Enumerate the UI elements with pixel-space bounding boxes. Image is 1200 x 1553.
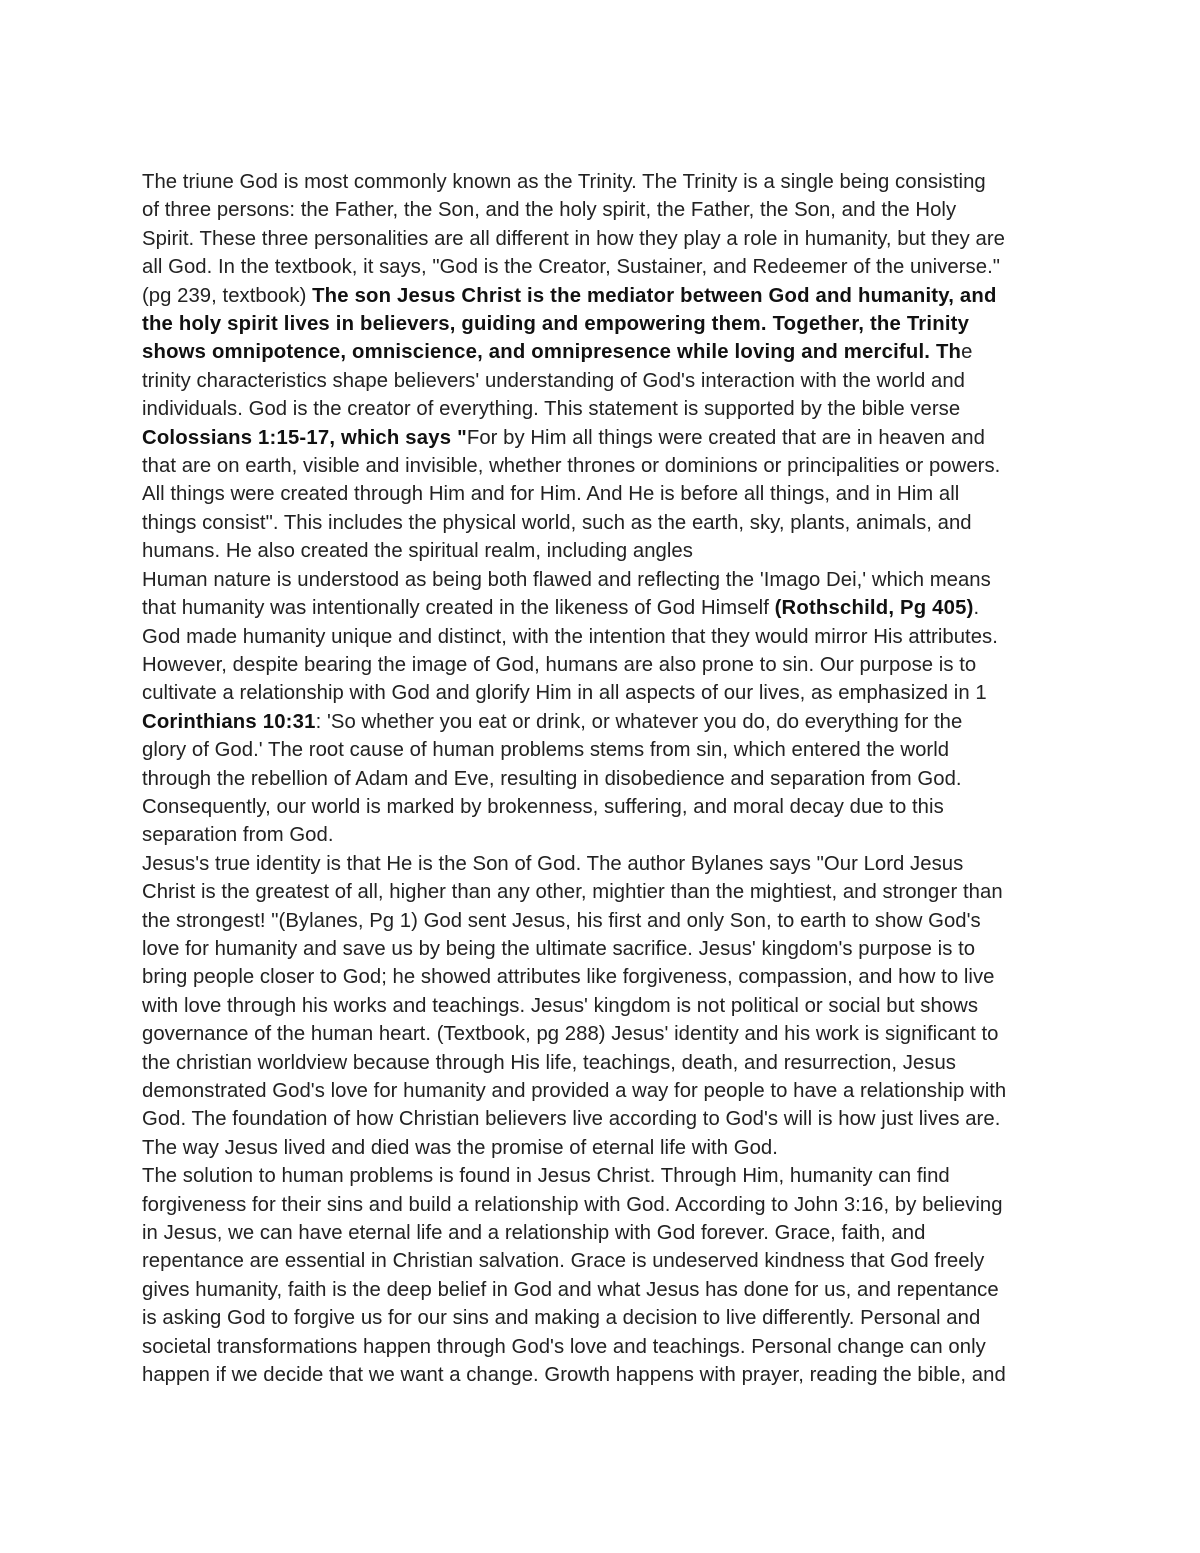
text-line xyxy=(142,310,1060,338)
bold-text-run: Colossians 1:15-17, which says " xyxy=(142,426,467,449)
bold-text-run: (Rothschild, Pg 405) xyxy=(774,597,974,620)
bold-text-run: the holy spirit lives in believers, guiding and empowering them. Together, the Trinity xyxy=(142,313,970,336)
text-run: through the rebellion of Adam and Eve, resulting in disobedience and separation from God. xyxy=(142,767,962,790)
text-run: All things were created through Him and for Him. And He is before all things, and in Him all xyxy=(142,483,960,506)
text-run: trinity characteristics shape believers' understanding of God's interaction with the world and xyxy=(142,369,965,392)
text-line xyxy=(142,992,1060,1020)
text-line xyxy=(142,907,1060,935)
text-line xyxy=(142,1020,1060,1048)
text-line xyxy=(142,963,1060,991)
text-line xyxy=(142,821,1060,849)
text-run: The triune God is most commonly known as the Trinity. The Trinity is a single being consisting xyxy=(142,171,986,193)
text-line xyxy=(142,566,1060,594)
text-line xyxy=(142,367,1060,395)
text-run: is asking God to forgive us for our sins and making a decision to live differently. Personal and xyxy=(142,1307,981,1330)
text-line xyxy=(142,793,1060,821)
text-line xyxy=(142,509,1060,537)
bold-text-run: shows omnipotence, omniscience, and omnipresence while loving and merciful. Th xyxy=(142,341,962,364)
text-line xyxy=(142,282,1060,310)
text-line xyxy=(142,679,1060,707)
text-run: separation from God. xyxy=(142,824,334,847)
text-run: all God. In the textbook, it says, "God is the Creator, Sustainer, and Redeemer of the universe." xyxy=(142,256,1000,279)
text-line xyxy=(142,196,1060,224)
text-line xyxy=(142,452,1060,480)
paragraph xyxy=(142,1162,1060,1389)
text-run: humans. He also created the spiritual realm, including angles xyxy=(142,540,693,563)
text-run: Human nature is understood as being both flawed and reflecting the 'Imago Dei,' which means xyxy=(142,568,991,591)
text-line xyxy=(142,1077,1060,1105)
bold-text-run: The son Jesus Christ is the mediator between God and humanity, and xyxy=(312,284,997,307)
text-line xyxy=(142,1219,1060,1247)
text-run: with love through his works and teachings. Jesus' kingdom is not political or social but shows xyxy=(142,994,979,1017)
text-line xyxy=(142,253,1060,281)
text-line xyxy=(142,765,1060,793)
text-run: repentance are essential in Christian salvation. Grace is undeserved kindness that God freely xyxy=(142,1250,985,1273)
text-run: (pg 239, textbook) xyxy=(142,284,313,307)
text-run: God. The foundation of how Christian believers live according to God's will is how just lives are. xyxy=(142,1108,1001,1131)
text-run: God made humanity unique and distinct, with the intention that they would mirror His attributes. xyxy=(142,625,998,648)
text-run: e xyxy=(961,341,973,364)
paragraph xyxy=(142,566,1060,850)
bold-text-run: Corinthians 10:31 xyxy=(142,710,316,733)
text-run: . xyxy=(973,597,980,620)
text-line xyxy=(142,537,1060,565)
text-line xyxy=(142,623,1060,651)
text-line xyxy=(142,1333,1060,1361)
text-line xyxy=(142,1191,1060,1219)
text-run: individuals. God is the creator of everything. This statement is supported by the bible verse xyxy=(142,398,961,421)
text-run: the christian worldview because through His life, teachings, death, and resurrection, Jesus xyxy=(142,1051,956,1074)
text-run: For by Him all things were created that are in heaven and xyxy=(466,426,985,449)
text-run: gives humanity, faith is the deep belief in God and what Jesus has done for us, and repentance xyxy=(142,1278,999,1301)
text-line xyxy=(142,424,1060,452)
text-run: in Jesus, we can have eternal life and a relationship with God forever. Grace, faith, and xyxy=(142,1222,926,1245)
text-run: societal transformations happen through God's love and teachings. Personal change can only xyxy=(142,1335,986,1358)
text-line xyxy=(142,651,1060,679)
text-run: However, despite bearing the image of God, humans are also prone to sin. Our purpose is to xyxy=(142,653,977,676)
text-line xyxy=(142,1162,1060,1190)
text-run: forgiveness for their sins and build a relationship with God. According to John 3:16, by believing xyxy=(142,1193,1003,1216)
text-run: bring people closer to God; he showed attributes like forgiveness, compassion, and how to live xyxy=(142,966,995,989)
text-line xyxy=(142,1247,1060,1275)
text-line xyxy=(142,736,1060,764)
text-run: Jesus's true identity is that He is the Son of God. The author Bylanes says "Our Lord Jesus xyxy=(142,852,964,875)
paragraph xyxy=(142,850,1060,1162)
text-run: things consist". This includes the physical world, such as the earth, sky, plants, animals, and xyxy=(142,511,972,534)
text-run: glory of God.' The root cause of human problems stems from sin, which entered the world xyxy=(142,739,950,762)
text-run: Spirit. These three personalities are all different in how they play a role in humanity, but they are xyxy=(142,227,1005,250)
text-run: The solution to human problems is found in Jesus Christ. Through Him, humanity can find xyxy=(142,1165,950,1188)
text-run: Christ is the greatest of all, higher than any other, mightier than the mightiest, and stronger than xyxy=(142,881,1003,904)
text-run: The way Jesus lived and died was the promise of eternal life with God. xyxy=(142,1136,778,1159)
text-line xyxy=(142,1134,1060,1162)
text-run: Consequently, our world is marked by brokenness, suffering, and moral decay due to this xyxy=(142,795,944,818)
text-run: governance of the human heart. (Textbook, pg 288) Jesus' identity and his work is significant to xyxy=(142,1023,999,1046)
paragraph xyxy=(142,168,1060,566)
text-line xyxy=(142,480,1060,508)
text-run: that are on earth, visible and invisible, whether thrones or dominions or principalities or powers. xyxy=(142,455,1001,478)
text-line xyxy=(142,708,1060,736)
text-run: that humanity was intentionally created in the likeness of God Himself xyxy=(142,597,775,620)
text-line xyxy=(142,395,1060,423)
text-run: : 'So whether you eat or drink, or whatever you do, do everything for the xyxy=(315,710,963,733)
document-body xyxy=(142,168,1060,1389)
text-line xyxy=(142,1105,1060,1133)
text-line xyxy=(142,878,1060,906)
text-line xyxy=(142,168,1060,196)
text-run: love for humanity and save us by being the ultimate sacrifice. Jesus' kingdom's purpose is to xyxy=(142,937,976,960)
text-line xyxy=(142,338,1060,366)
text-line xyxy=(142,1361,1060,1389)
text-run: demonstrated God's love for humanity and provided a way for people to have a relationship with xyxy=(142,1080,1007,1102)
text-line xyxy=(142,850,1060,878)
text-run: of three persons: the Father, the Son, and the holy spirit, the Father, the Son, and the Holy xyxy=(142,199,957,222)
text-line xyxy=(142,1304,1060,1332)
text-line xyxy=(142,1049,1060,1077)
text-run: cultivate a relationship with God and glorify Him in all aspects of our lives, as emphasized in 1 xyxy=(142,682,987,705)
text-run: the strongest! "(Bylanes, Pg 1) God sent Jesus, his first and only Son, to earth to show God's xyxy=(142,909,981,932)
text-run: happen if we decide that we want a change. Growth happens with prayer, reading the bible, and xyxy=(142,1364,1006,1387)
text-line xyxy=(142,1276,1060,1304)
text-line xyxy=(142,935,1060,963)
text-line xyxy=(142,594,1060,622)
text-line xyxy=(142,225,1060,253)
